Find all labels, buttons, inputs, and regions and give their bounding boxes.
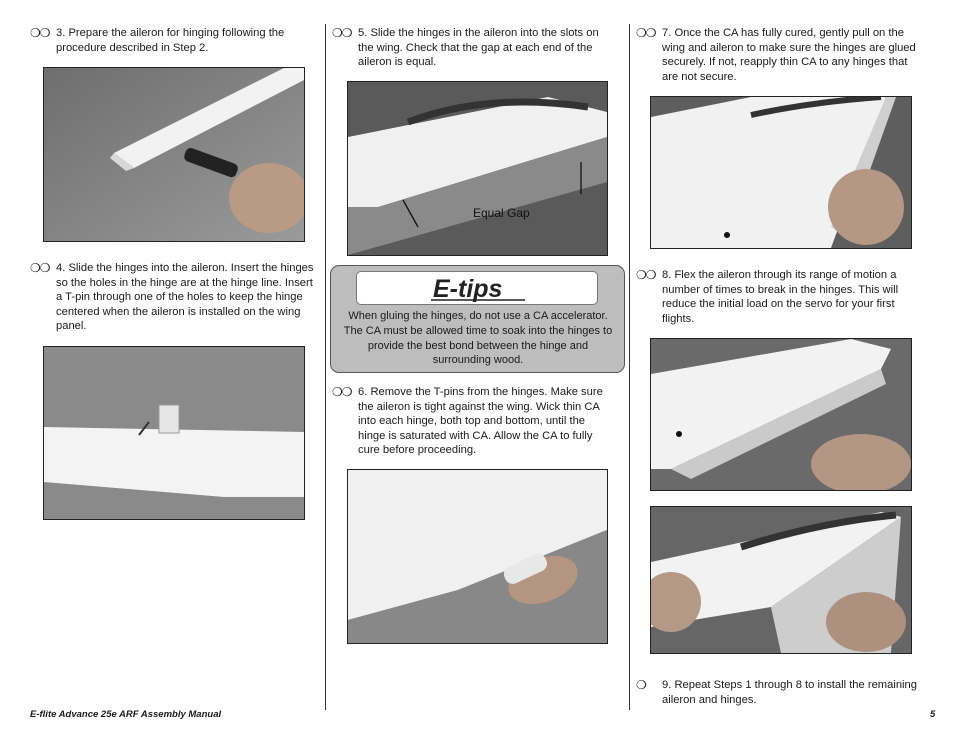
photo-equal-gap: [347, 81, 608, 256]
etips-logo-icon: [357, 272, 597, 304]
column-divider: [629, 24, 630, 710]
step-text: 5. Slide the hinges in the aileron into the slots on the wing. Check that the gap at each end of the aileron is equal.: [358, 27, 599, 68]
etips-logo-text: E-tips: [433, 275, 503, 303]
etips-logo-frame: [356, 271, 598, 305]
checkbox-icon[interactable]: ❍❍: [636, 26, 656, 40]
step-text: 7. Once the CA has fully cured, gently pull on the wing and aileron to make sure the hinges are glued securely. If not, reapply thin CA to any hinges that are not secure.: [662, 27, 916, 83]
step-text: 6. Remove the T-pins from the hinges. Make sure the aileron is tight against the wing. Wick thin CA into each hinge, both top and bottom, until the hinge is saturated with CA. Allow the CA to fully cure before proceeding.: [358, 386, 603, 456]
step-text: 9. Repeat Steps 1 through 8 to install the remaining aileron and hinges.: [662, 679, 917, 706]
photo-hinges-in-aileron: [43, 346, 305, 520]
step-text: 8. Flex the aileron through its range of motion a number of times to break in the hinges. This will reduce the initial load on the servo for your first flights.: [662, 269, 899, 325]
checkbox-icon[interactable]: ❍❍: [332, 385, 352, 399]
photo-wick-ca: [347, 469, 608, 644]
checkbox-icon[interactable]: ❍: [636, 678, 646, 692]
step-text: 3. Prepare the aileron for hinging following the procedure described in Step 2.: [56, 27, 285, 54]
footer-manual-title: E-flite Advance 25e ARF Assembly Manual: [30, 709, 222, 720]
etips-text: When gluing the hinges, do not use a CA accelerator. The CA must be allowed time to soak into the hinges to provide the best bond between the hinge and surrounding wood.: [343, 310, 613, 367]
photo-flex-aileron-1: [650, 338, 912, 491]
column-divider: [325, 24, 326, 710]
etips-box: [330, 265, 625, 373]
checkbox-icon[interactable]: ❍❍: [30, 261, 50, 275]
photo-flex-aileron-2: [650, 506, 912, 654]
equal-gap-label: Equal Gap: [473, 206, 530, 220]
checkbox-icon[interactable]: ❍❍: [332, 26, 352, 40]
checkbox-icon[interactable]: ❍❍: [636, 268, 656, 282]
step-text: 4. Slide the hinges into the aileron. Insert the hinges so the holes in the hinge are at the hinge line. Insert a T-pin through one of the holes to keep the hinge centered when the aileron is installed on the wing panel.: [56, 262, 314, 332]
checkbox-icon[interactable]: ❍❍: [30, 26, 50, 40]
photo-pull-test: [650, 96, 912, 249]
page-number: 5: [930, 709, 936, 720]
photo-aileron-hinging: [43, 67, 305, 242]
